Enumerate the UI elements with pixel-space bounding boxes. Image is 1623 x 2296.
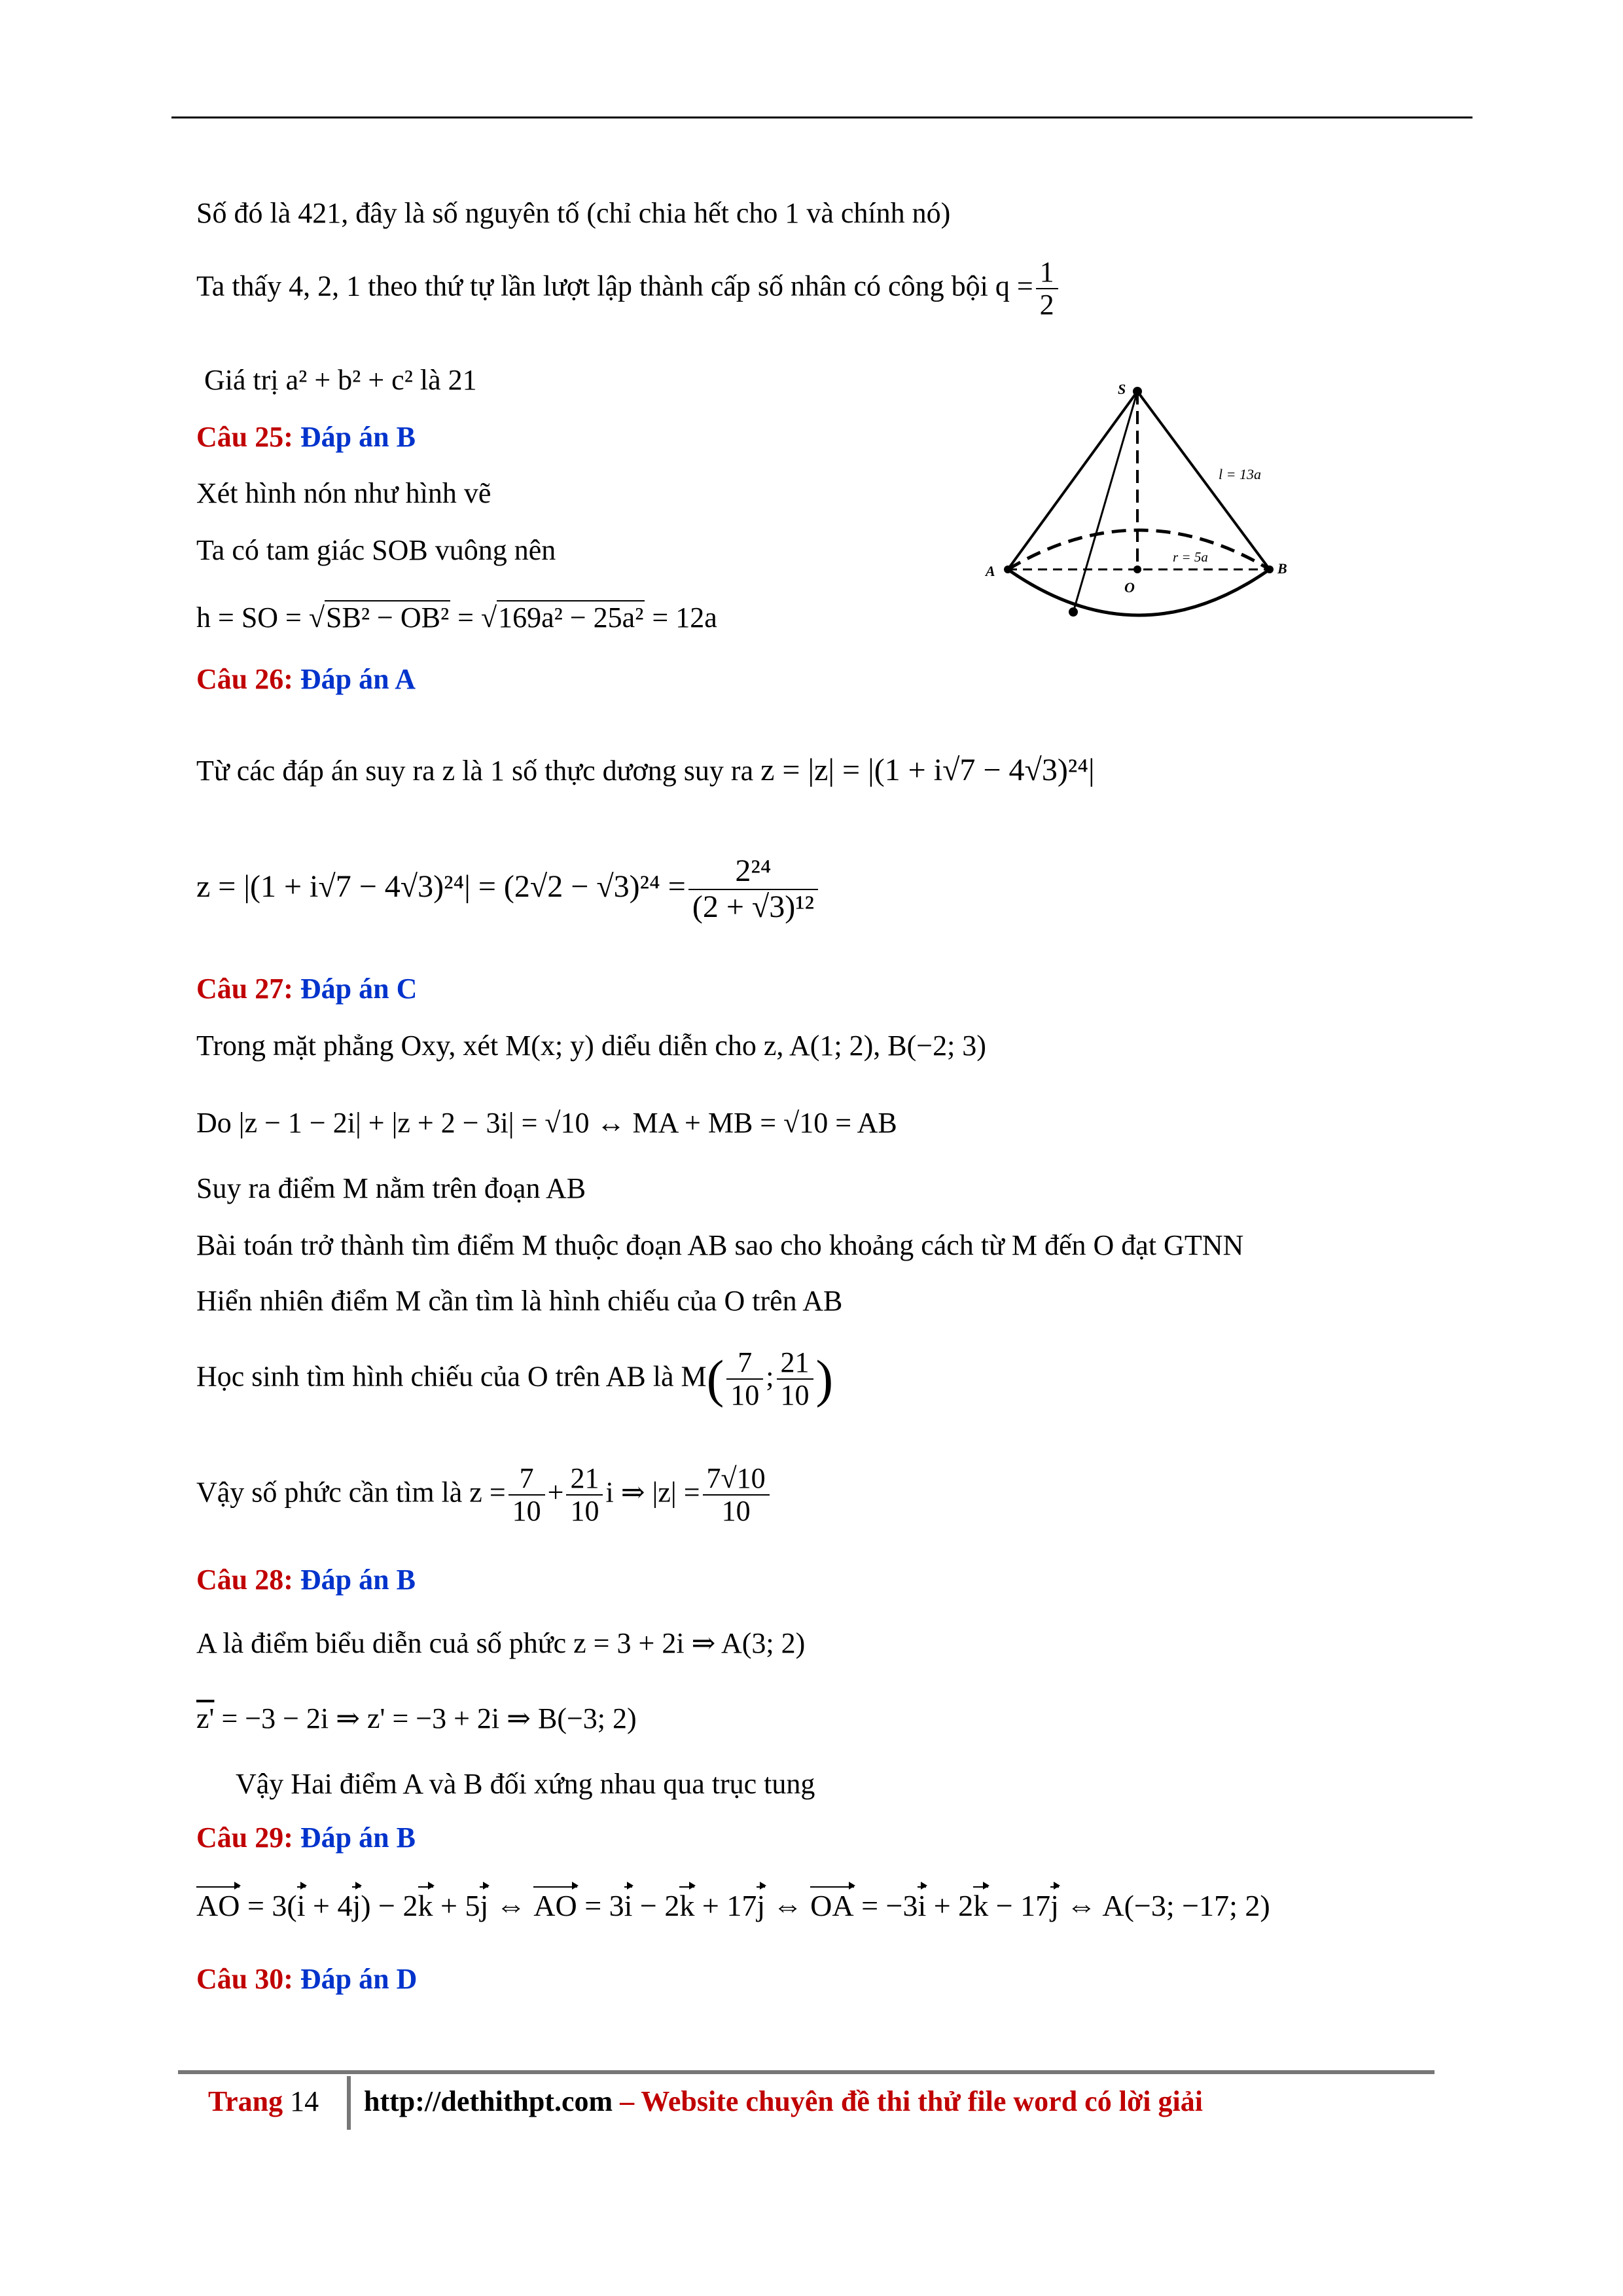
fraction: $\frac{21}{10}$: [777, 1347, 813, 1412]
fraction: $\frac{1}{2}$: [1036, 257, 1058, 321]
footer-rule: [178, 2070, 1435, 2074]
website-link[interactable]: http://dethithpt.com: [364, 2085, 613, 2117]
point-a: [1004, 565, 1012, 573]
footer-website: http://dethithpt.com – Website chuyên đề thi thử file word có lời giải: [364, 2085, 1203, 2117]
text-line: Vậy Hai điểm A và B đối xứng nhau qua trục tung: [236, 1768, 815, 1800]
generator-sa: [1008, 391, 1137, 569]
fraction: $\frac{21}{10}$: [566, 1463, 603, 1528]
point-s: [1133, 387, 1142, 396]
label-s: S: [1118, 381, 1126, 397]
text-line: Do |z − 1 − 2i| + |z + 2 − 3i| = √10 ↔ MA + MB = √10 = AB: [196, 1107, 897, 1139]
page-number: Trang 14: [208, 2085, 319, 2117]
math-line: z' = −3 − 2i ⇒ z' = −3 + 2i ⇒ B(−3; 2): [196, 1702, 637, 1734]
text-line: Giá trị a² + b² + c² là 21: [204, 364, 477, 396]
label-o: O: [1124, 579, 1135, 596]
label-l: l = 13a: [1219, 466, 1261, 482]
text-line: Vậy số phức cần tìm là z = $\frac{7}{10}$ + $\frac{21}{10}$ i ⇒ |z| = $\frac{7√10}{10}$: [196, 1463, 772, 1528]
label-a: A: [986, 563, 995, 579]
cone-diagram: [975, 380, 1315, 628]
text-line: Trong mặt phẳng Oxy, xét M(x; y) diểu diễn cho z, A(1; 2), B(−2; 3): [196, 1030, 986, 1062]
question-heading: Câu 27: Đáp án C: [196, 973, 418, 1005]
text-line: Hiển nhiên điểm M cần tìm là hình chiếu của O trên AB: [196, 1285, 843, 1317]
point-o: [1133, 565, 1141, 573]
math-expr: q =: [995, 270, 1033, 302]
text-line: Từ các đáp án suy ra z là 1 số thực dương suy ra z = |z| = |(1 + i√7 − 4√3)²⁴|: [196, 753, 1095, 787]
question-heading: Câu 30: Đáp án D: [196, 1963, 418, 1995]
point-front: [1069, 607, 1078, 617]
fraction: $\frac{7}{10}$: [726, 1347, 763, 1412]
math-line: z = |(1 + i√7 − 4√3)²⁴| = (2√2 − √3)²⁴ = $\frac{\text{2²⁴}}{\text{(2 + √3)¹²}}$: [196, 854, 821, 925]
text-line: Số đó là 421, đây là số nguyên tố (chỉ chia hết cho 1 và chính nó): [196, 197, 951, 229]
fraction: $\frac{7}{10}$: [508, 1463, 545, 1528]
math-line: AO = 3(i + 4j) − 2k + 5j ⇔ AO = 3i − 2k + 17j ⇔ OA = −3i + 2k − 17j ⇔ A(−3; −17; 2): [196, 1885, 1270, 1924]
text-line: Xét hình nón như hình vẽ: [196, 477, 491, 509]
cone-base-front: [1008, 569, 1270, 615]
question-heading: Câu 28: Đáp án B: [196, 1564, 416, 1596]
fraction: $\frac{7√10}{10}$: [703, 1463, 770, 1528]
math-line: h = SO = √SB² − OB² = √169a² − 25a² = 12a: [196, 601, 717, 634]
text-line: Ta có tam giác SOB vuông nên: [196, 534, 556, 566]
text-line: A là điểm biểu diễn cuả số phức z = 3 + 2i ⇒ A(3; 2): [196, 1627, 806, 1659]
header-rule: [171, 117, 1472, 118]
fraction: $\frac{\text{2²⁴}}{\text{(2 + √3)¹²}}$: [688, 854, 818, 925]
label-b: B: [1277, 560, 1287, 577]
point-b: [1266, 565, 1274, 573]
text-line: Ta thấy 4, 2, 1 theo thứ tự lần lượt lập thành cấp số nhân có công bội q = $\frac{1}{2}$: [196, 257, 1061, 321]
text-line: Suy ra điểm M nằm trên đoạn AB: [196, 1172, 586, 1204]
question-heading: Câu 29: Đáp án B: [196, 1821, 416, 1854]
text-line: Bài toán trở thành tìm điểm M thuộc đoạn AB sao cho khoảng cách từ M đến O đạt GTNN: [196, 1229, 1244, 1261]
text-line: Học sinh tìm hình chiếu của O trên AB là M( $\frac{7}{10}$ ; $\frac{21}{10}$ ): [196, 1346, 834, 1412]
question-heading: Câu 26: Đáp án A: [196, 663, 416, 695]
label-r: r = 5a: [1173, 549, 1208, 565]
footer-divider: [347, 2076, 351, 2130]
question-heading: Câu 25: Đáp án B: [196, 421, 416, 453]
